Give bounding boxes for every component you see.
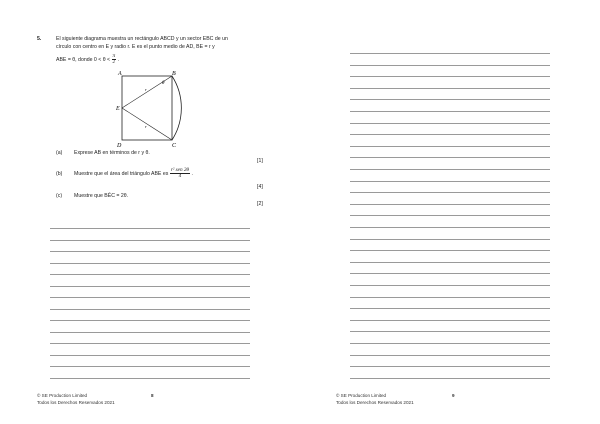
answer-line [350, 250, 550, 251]
pi-over-two [112, 53, 120, 65]
part-b-text-suffix: . [191, 170, 193, 177]
footer-rights-left: Todos los Derechos Reservados 2021 [37, 400, 115, 405]
part-b-marks: [4] [257, 184, 263, 190]
label-e: E [116, 106, 120, 112]
answer-line [350, 204, 550, 205]
question-line-2: círculo con centro en E y radio r. E es el punto medio de AD, BE = r y [56, 44, 215, 50]
segment-ec [122, 108, 172, 140]
footer-copyright-right: © SE Production Limited [336, 393, 387, 398]
rectangle-abcd [122, 76, 172, 140]
answer-line [50, 274, 250, 275]
answer-line [350, 134, 550, 135]
question-number: 5. [37, 36, 42, 42]
answer-line [350, 262, 550, 263]
answer-line [350, 99, 550, 100]
answer-line [350, 273, 550, 274]
answer-line [350, 192, 550, 193]
arc-bc [172, 76, 181, 140]
label-r-bottom: r [145, 124, 147, 129]
area-fraction-num: r² sen 2θ [170, 167, 189, 173]
part-b-label: (b) [56, 171, 63, 177]
part-b-text [74, 168, 193, 179]
answer-line [350, 157, 550, 158]
answer-line [50, 378, 250, 379]
answer-line [350, 76, 550, 77]
answer-line [350, 320, 550, 321]
part-c-text: Muestre que BÊC = 2θ. [74, 193, 129, 199]
footer-rights-right: Todos los Derechos Reservados 2021 [336, 400, 414, 405]
answer-line [350, 123, 550, 124]
area-fraction-den: 4 [178, 173, 182, 179]
page-number-left: 8 [151, 393, 154, 398]
right-page [300, 0, 600, 424]
answer-line [50, 240, 250, 241]
answer-line [50, 251, 250, 252]
part-a-label: (a) [56, 150, 63, 156]
answer-line [350, 308, 550, 309]
question-line-3-prefix: ABE = θ, donde 0 < θ < [56, 56, 111, 63]
rectangle-sector-diagram [112, 70, 192, 150]
pi-over-two-den: 2 [112, 59, 116, 65]
label-d: D [117, 143, 122, 149]
answer-line [50, 228, 250, 229]
answer-line [350, 366, 550, 367]
answer-line [350, 88, 550, 89]
part-c-marks: [2] [257, 201, 263, 207]
answer-line [350, 285, 550, 286]
label-r-top: r [145, 87, 147, 92]
question-line-1: El siguiente diagrama muestra un rectángulo ABCD y un sector EBC de un [56, 36, 228, 42]
answer-line [50, 286, 250, 287]
answer-line [50, 355, 250, 356]
answer-line [350, 65, 550, 66]
part-a-text: Exprese AB en términos de r y θ. [74, 150, 150, 156]
question-line-3 [56, 54, 119, 65]
answer-line [350, 215, 550, 216]
answer-line [350, 169, 550, 170]
answer-line [350, 53, 550, 54]
answer-line [50, 297, 250, 298]
answer-line [350, 181, 550, 182]
area-fraction [170, 167, 193, 179]
label-c: C [172, 143, 177, 149]
part-a-marks: [1] [257, 158, 263, 164]
label-theta: θ [162, 81, 165, 86]
answer-line [350, 297, 550, 298]
pi-over-two-num: π [112, 53, 116, 59]
answer-line [350, 146, 550, 147]
answer-line [50, 343, 250, 344]
footer-copyright-left: © SE Production Limited [37, 393, 88, 398]
label-a: A [118, 71, 122, 77]
answer-line [350, 343, 550, 344]
answer-line [350, 355, 550, 356]
answer-line [50, 320, 250, 321]
answer-line [50, 263, 250, 264]
page-number-right: 9 [452, 393, 455, 398]
answer-line [350, 227, 550, 228]
answer-line [50, 309, 250, 310]
question-line-3-suffix: . [117, 56, 120, 63]
answer-line [350, 331, 550, 332]
part-b-text-prefix: Muestre que el área del triángulo ABE es [74, 170, 169, 177]
answer-line [350, 111, 550, 112]
answer-line [50, 332, 250, 333]
segment-eb [122, 76, 172, 108]
answer-line [350, 239, 550, 240]
part-c-label: (c) [56, 193, 63, 199]
answer-line [50, 366, 250, 367]
label-b: B [172, 71, 176, 77]
answer-line [350, 378, 550, 379]
